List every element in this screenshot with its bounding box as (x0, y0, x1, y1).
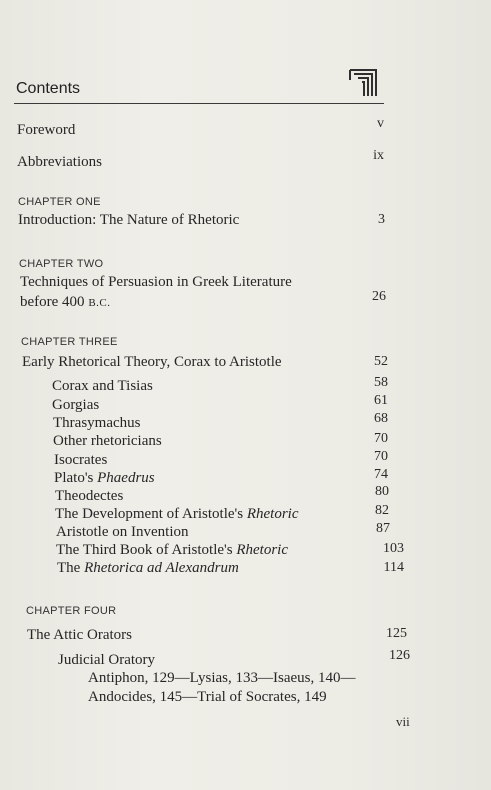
page-number: ix (373, 148, 384, 163)
toc-section-plato[interactable] (54, 470, 155, 487)
era-label: B.C. (88, 297, 111, 309)
toc-section-judicial[interactable]: Judicial Oratory (58, 652, 156, 668)
page-number: 3 (378, 212, 385, 227)
section-title-prefix: Plato's (54, 470, 94, 486)
folio-page-number: vii (396, 714, 410, 729)
chapter-title-line: before 400 (20, 294, 85, 310)
toc-section[interactable]: Isocrates (54, 452, 108, 468)
section-title-italic: Phaedrus (97, 470, 155, 486)
page-number: v (377, 116, 384, 131)
section-title-prefix: The Development of Aristotle's (55, 506, 244, 522)
toc-section[interactable]: Corax and Tisias (52, 378, 153, 394)
toc-entry-chapter-four[interactable]: The Attic Orators (27, 627, 132, 643)
toc-section-development[interactable] (55, 506, 299, 523)
toc-entry-chapter-two-continued[interactable] (20, 294, 111, 311)
toc-entry-abbreviations[interactable]: Abbreviations (17, 154, 102, 170)
section-title-prefix: The Third Book of Aristotle's (56, 542, 233, 558)
toc-section[interactable]: Other rhetoricians (53, 433, 162, 449)
page-number: 80 (375, 484, 389, 499)
chapter-label: CHAPTER ONE (18, 196, 101, 208)
section-title-prefix: The (57, 560, 81, 576)
chapter-label: CHAPTER FOUR (26, 605, 117, 617)
page-number: 114 (383, 560, 404, 575)
page-number: 126 (389, 648, 410, 663)
section-title-italic: Rhetoric (246, 506, 299, 522)
header-rule (14, 103, 384, 104)
page-number: 70 (374, 431, 388, 446)
toc-subsection-details: Andocides, 145—Trial of Socrates, 149 (88, 689, 327, 705)
chapter-label: CHAPTER THREE (21, 336, 118, 348)
chapter-title-line: Techniques of Persuasion in Greek Literature (20, 274, 292, 290)
chapter-label: CHAPTER TWO (19, 258, 104, 270)
page-number: 125 (386, 626, 407, 641)
toc-entry-foreword[interactable]: Foreword (17, 122, 76, 138)
section-title-italic: Rhetorica ad Alexandrum (84, 560, 239, 576)
section-title-italic: Rhetoric (236, 542, 288, 558)
page-number: 52 (374, 354, 388, 369)
toc-section[interactable]: Gorgias (52, 397, 100, 413)
toc-section[interactable]: Aristotle on Invention (56, 524, 189, 540)
toc-section-rhetorica[interactable] (57, 560, 239, 577)
page-number: 82 (375, 503, 389, 518)
toc-entry-chapter-two[interactable] (20, 274, 292, 291)
page-number: 58 (374, 375, 388, 390)
page-number: 68 (374, 411, 388, 426)
toc-subsection-details: Antiphon, 129—Lysias, 133—Isaeus, 140— (88, 670, 356, 686)
toc-section-third-book[interactable] (56, 542, 288, 559)
page-number: 61 (374, 393, 388, 408)
page-number: 87 (376, 521, 390, 536)
page-number: 74 (374, 467, 388, 482)
page-number: 70 (374, 449, 388, 464)
toc-entry-chapter-one[interactable]: Introduction: The Nature of Rhetoric (18, 212, 240, 228)
page-number: 103 (383, 541, 404, 556)
toc-entry-chapter-three[interactable]: Early Rhetorical Theory, Corax to Aristotle (22, 354, 282, 370)
page-number: 26 (372, 289, 386, 304)
contents-heading: Contents (16, 80, 81, 97)
toc-section[interactable]: Thrasymachus (53, 415, 141, 431)
toc-section[interactable]: Theodectes (55, 488, 124, 504)
publisher-logo-icon (348, 66, 380, 98)
